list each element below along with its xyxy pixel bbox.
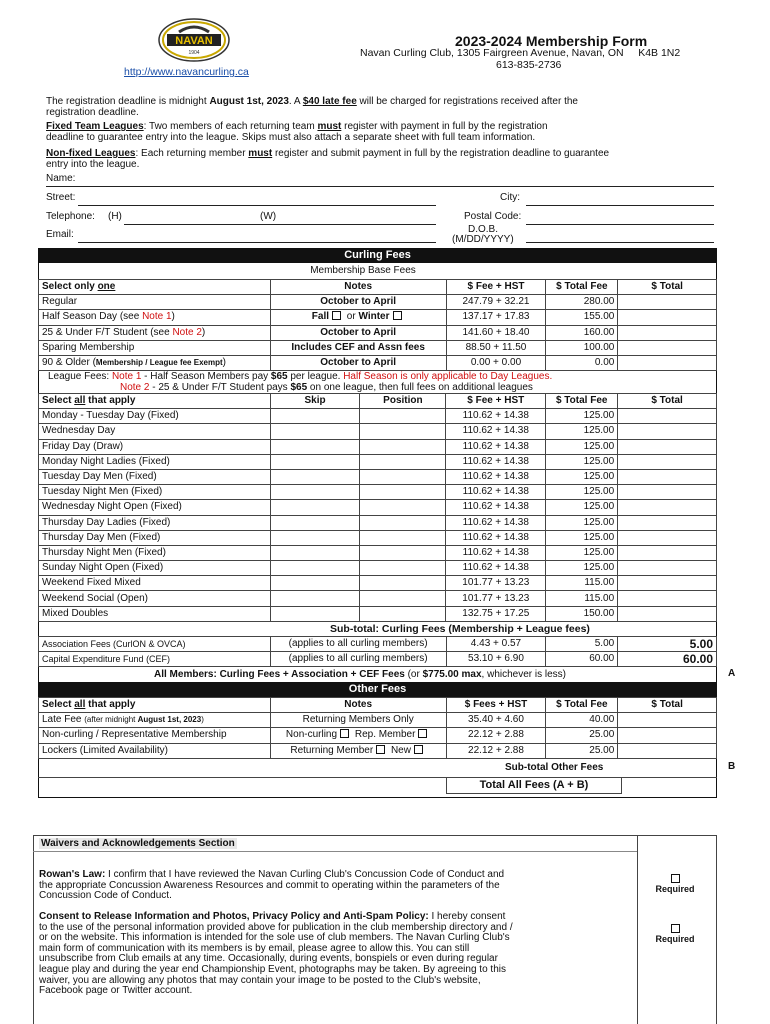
league-name: Weekend Social (Open) [39, 591, 271, 606]
dob-format-label: (M/DD/YYYY) [452, 234, 514, 245]
table-row [39, 698, 717, 713]
fall-checkbox[interactable] [332, 311, 341, 320]
deadline-paragraph: The registration deadline is midnight August 1st, 2023. A $40 late fee will be charged for registrations received after the registration deadline. [46, 96, 578, 118]
league-fee-notes: League Fees: Note 1 - Half Season Members pay $65 per league. Half Season is only applicable to Day Leagues. Note 2 - 25 & Under F/T Student pays $65 on one league, then full fees on additional leagues [48, 371, 553, 393]
league-fee: 110.62 + 14.38 [446, 500, 546, 515]
total-cell[interactable] [618, 485, 717, 500]
skip-cell[interactable] [270, 469, 360, 484]
membership-base-title: Membership Base Fees [310, 265, 416, 276]
lockers-note: Returning Member New [270, 743, 446, 758]
fee-header: $ Fee + HST [446, 394, 546, 409]
street-field[interactable] [78, 205, 436, 206]
membership-name: 25 & Under F/T Student (see Note 2) [39, 325, 271, 340]
postal-field[interactable] [526, 224, 714, 225]
total-cell[interactable] [618, 500, 717, 515]
league-total: 125.00 [546, 545, 618, 560]
form-title: 2023-2024 Membership Form [455, 33, 648, 49]
league-name: Tuesday Night Men (Fixed) [39, 485, 271, 500]
fixed-leagues-paragraph: Fixed Team Leagues: Two members of each returning team must register with payment in full by the registration deadline to guarantee entry into the league. Skips must also attach a separate sheet with full team information. [46, 121, 548, 143]
position-cell[interactable] [360, 424, 446, 439]
waivers-title: Waivers and Acknowledgements Section [41, 838, 235, 849]
total-cell[interactable] [618, 743, 717, 758]
membership-name: Half Season Day (see Note 1) [39, 310, 271, 325]
noncurling-checkbox[interactable] [340, 729, 349, 738]
cef-label: Capital Expenditure Fund (CEF) [39, 652, 271, 667]
league-name: Wednesday Night Open (Fixed) [39, 500, 271, 515]
total-header: $ Total [618, 394, 717, 409]
league-fee: 110.62 + 14.38 [446, 561, 546, 576]
skip-cell[interactable] [270, 606, 360, 621]
total-cell[interactable] [618, 561, 717, 576]
noncurling-total: 25.00 [546, 728, 618, 743]
home-phone-label: (H) [108, 211, 122, 222]
league-name: Sunday Night Open (Fixed) [39, 561, 271, 576]
league-total: 125.00 [546, 469, 618, 484]
table-row[interactable] [39, 743, 717, 758]
returning-member-checkbox[interactable] [376, 745, 385, 754]
association-fees-label: Association Fees (CurlON & OVCA) [39, 637, 271, 652]
membership-total: 0.00 [546, 355, 618, 370]
league-fee: 110.62 + 14.38 [446, 515, 546, 530]
position-cell[interactable] [360, 439, 446, 454]
total-cell[interactable] [618, 295, 717, 310]
table-row[interactable] [39, 454, 717, 469]
total-fee-header: $ Total Fee [546, 394, 618, 409]
association-fee: 4.43 + 0.57 [446, 637, 546, 652]
position-cell[interactable] [360, 576, 446, 591]
table-row [39, 652, 717, 667]
total-cell[interactable] [618, 409, 717, 424]
notes-header: Notes [270, 698, 446, 713]
table-row[interactable] [39, 713, 717, 728]
league-fee: 101.77 + 13.23 [446, 591, 546, 606]
skip-cell[interactable] [270, 485, 360, 500]
total-cell[interactable] [618, 340, 717, 355]
total-cell[interactable] [618, 454, 717, 469]
table-row [39, 637, 717, 652]
rep-member-checkbox[interactable] [418, 729, 427, 738]
skip-cell[interactable] [270, 561, 360, 576]
membership-table [38, 279, 717, 371]
assoc-table [38, 636, 717, 667]
skip-cell[interactable] [270, 545, 360, 560]
table-row[interactable] [39, 485, 717, 500]
position-cell[interactable] [360, 500, 446, 515]
consent-text: Consent to Release Information and Photos, Privacy Policy and Anti-Spam Policy: I hereby consent to the use of the personal information provided above for publication in the club membership directory and / or on the website. This information is intended for the sole use of club members. The Navan Curling Club's main form of communication with its members is by email, please agree to allow this. You can still unsubscribe from Club emails at any time. Occasionally, during events, bonspiels or even during regular league play and during the year end Championship Event, photographs may be taken. By agreeing to this waiver, you are allowing any photos that may contain your image to be posted to the Club's website, Facebook page or Twitter account. [39, 911, 513, 997]
association-grand: 5.00 [618, 637, 717, 652]
membership-name: 90 & Older (Membership / League fee Exempt) [39, 355, 271, 370]
membership-fee: 247.79 + 32.21 [446, 295, 546, 310]
league-total: 150.00 [546, 606, 618, 621]
league-fee: 110.62 + 14.38 [446, 424, 546, 439]
membership-name: Sparing Membership [39, 340, 271, 355]
curling-fees-bar: Curling Fees [38, 248, 717, 263]
table-row[interactable] [39, 576, 717, 591]
club-address: Navan Curling Club, 1305 Fairgreen Avenue, Navan, ON K4B 1N2 [360, 47, 681, 59]
total-cell[interactable] [618, 530, 717, 545]
name-field[interactable] [46, 186, 714, 187]
league-fee: 110.62 + 14.38 [446, 545, 546, 560]
total-cell[interactable] [618, 469, 717, 484]
curling-subtotal-label: Sub-total: Curling Fees (Membership + League fees) [330, 623, 590, 635]
city-field[interactable] [526, 205, 714, 206]
fee-header: $ Fees + HST [446, 698, 546, 713]
table-row[interactable] [39, 561, 717, 576]
position-cell[interactable] [360, 606, 446, 621]
noncurling-label: Non-curling / Representative Membership [39, 728, 271, 743]
table-row[interactable] [39, 439, 717, 454]
notes-header: Notes [270, 280, 446, 295]
league-total: 115.00 [546, 576, 618, 591]
position-cell[interactable] [360, 409, 446, 424]
total-b-marker: B [728, 761, 736, 772]
club-logo [157, 18, 231, 62]
total-all-fees-label: Total All Fees (A + B) [446, 777, 622, 794]
league-fee: 110.62 + 14.38 [446, 469, 546, 484]
membership-total: 100.00 [546, 340, 618, 355]
league-fee: 110.62 + 14.38 [446, 454, 546, 469]
svg-text:1904: 1904 [188, 50, 200, 56]
select-one-header: Select only one [39, 280, 271, 295]
work-phone-label: (W) [260, 211, 277, 222]
postal-label: Postal Code: [464, 211, 522, 222]
league-name: Mixed Doubles [39, 606, 271, 621]
dob-field[interactable] [526, 242, 714, 243]
total-cell[interactable] [618, 576, 717, 591]
select-all-header: Select all that apply [39, 394, 271, 409]
league-name: Wednesday Day [39, 424, 271, 439]
total-a-marker: A [728, 668, 736, 679]
divider [637, 835, 638, 1024]
cef-total: 60.00 [546, 652, 618, 667]
lockers-label: Lockers (Limited Availability) [39, 743, 271, 758]
winter-checkbox[interactable] [393, 311, 402, 320]
total-cell[interactable] [618, 728, 717, 743]
skip-header: Skip [270, 394, 360, 409]
membership-total: 155.00 [546, 310, 618, 325]
noncurling-note: Non-curling Rep. Member [270, 728, 446, 743]
dob-label: D.O.B. [468, 224, 499, 235]
membership-note: October to April [270, 325, 446, 340]
league-fee: 110.62 + 14.38 [446, 485, 546, 500]
other-fees-bar: Other Fees [38, 682, 717, 697]
divider [33, 851, 637, 852]
table-row [39, 280, 717, 295]
league-name: Thursday Night Men (Fixed) [39, 545, 271, 560]
total-cell[interactable] [618, 515, 717, 530]
club-website-link[interactable]: http://www.navancurling.ca [124, 66, 249, 78]
nonfixed-leagues-paragraph: Non-fixed Leagues: Each returning member must register and submit payment in full by the registration deadline to guarantee entry into the league. [46, 148, 610, 170]
total-fee-header: $ Total Fee [546, 280, 618, 295]
league-name: Monday Night Ladies (Fixed) [39, 454, 271, 469]
table-row[interactable] [39, 469, 717, 484]
association-total: 5.00 [546, 637, 618, 652]
table-row[interactable] [39, 728, 717, 743]
skip-cell[interactable] [270, 454, 360, 469]
league-fee: 110.62 + 14.38 [446, 409, 546, 424]
membership-fee: 141.60 + 18.40 [446, 325, 546, 340]
rowans-law-text: Rowan's Law: I confirm that I have reviewed the Navan Curling Club's Concussion Code of Conduct and the appropriate Concussion Awareness Resources and commit to operating within the parameters of the Concussion Code of Conduct. [39, 869, 505, 902]
membership-note: October to April [270, 355, 446, 370]
league-fee: 110.62 + 14.38 [446, 530, 546, 545]
membership-name: Regular [39, 295, 271, 310]
cef-fee: 53.10 + 6.90 [446, 652, 546, 667]
league-name: Friday Day (Draw) [39, 439, 271, 454]
position-cell[interactable] [360, 515, 446, 530]
league-name: Monday - Tuesday Day (Fixed) [39, 409, 271, 424]
noncurling-fee: 22.12 + 2.88 [446, 728, 546, 743]
league-name: Weekend Fixed Mixed [39, 576, 271, 591]
fee-header: $ Fee + HST [446, 280, 546, 295]
table-row[interactable] [39, 310, 717, 325]
league-total: 125.00 [546, 530, 618, 545]
league-fee: 101.77 + 13.23 [446, 576, 546, 591]
position-cell[interactable] [360, 454, 446, 469]
skip-cell[interactable] [270, 515, 360, 530]
table-row[interactable] [39, 424, 717, 439]
email-field[interactable] [78, 242, 436, 243]
total-cell[interactable] [618, 325, 717, 340]
club-phone: 613-835-2736 [496, 59, 562, 71]
table-row [39, 394, 717, 409]
total-cell[interactable] [618, 713, 717, 728]
membership-note: October to April [270, 295, 446, 310]
late-fee-label: Late Fee (after midnight August 1st, 2023) [39, 713, 271, 728]
skip-cell[interactable] [270, 424, 360, 439]
membership-fee: 88.50 + 11.50 [446, 340, 546, 355]
league-total: 125.00 [546, 515, 618, 530]
rowans-law-checkbox[interactable] [671, 874, 680, 883]
membership-fee: 137.17 + 17.83 [446, 310, 546, 325]
position-cell[interactable] [360, 485, 446, 500]
total-cell[interactable] [618, 606, 717, 621]
league-total: 125.00 [546, 409, 618, 424]
email-label: Email: [46, 229, 74, 240]
table-row[interactable] [39, 409, 717, 424]
street-label: Street: [46, 192, 76, 203]
league-fee: 110.62 + 14.38 [446, 439, 546, 454]
cef-note: (applies to all curling members) [270, 652, 446, 667]
league-total: 115.00 [546, 591, 618, 606]
total-cell[interactable] [618, 424, 717, 439]
skip-cell[interactable] [270, 530, 360, 545]
total-fee-header: $ Total Fee [546, 698, 618, 713]
total-header: $ Total [618, 698, 717, 713]
league-total: 125.00 [546, 500, 618, 515]
league-name: Tuesday Day Men (Fixed) [39, 469, 271, 484]
league-name: Thursday Day Ladies (Fixed) [39, 515, 271, 530]
skip-cell[interactable] [270, 409, 360, 424]
total-cell[interactable] [618, 310, 717, 325]
total-cell[interactable] [618, 355, 717, 370]
svg-text:NAVAN: NAVAN [175, 35, 213, 47]
rowans-law-required[interactable]: Required [652, 874, 698, 894]
table-row[interactable] [39, 530, 717, 545]
league-total: 125.00 [546, 561, 618, 576]
table-row[interactable] [39, 295, 717, 310]
all-members-label: All Members: Curling Fees + Association + CEF Fees (or $775.00 max, whichever is less) [154, 669, 567, 680]
name-label: Name: [46, 173, 76, 184]
late-fee-total: 40.00 [546, 713, 618, 728]
position-cell[interactable] [360, 469, 446, 484]
table-row[interactable] [39, 355, 717, 370]
other-subtotal-label: Sub-total Other Fees [505, 762, 604, 773]
table-row[interactable] [39, 591, 717, 606]
total-cell[interactable] [618, 545, 717, 560]
skip-cell[interactable] [270, 500, 360, 515]
league-table [38, 393, 717, 622]
membership-total: 160.00 [546, 325, 618, 340]
position-cell[interactable] [360, 561, 446, 576]
position-cell[interactable] [360, 545, 446, 560]
membership-note: Includes CEF and Assn fees [270, 340, 446, 355]
telephone-label: Telephone: [46, 211, 95, 222]
league-total: 125.00 [546, 485, 618, 500]
new-member-checkbox[interactable] [414, 745, 423, 754]
league-total: 125.00 [546, 439, 618, 454]
skip-cell[interactable] [270, 591, 360, 606]
table-row[interactable] [39, 340, 717, 355]
membership-fee: 0.00 + 0.00 [446, 355, 546, 370]
league-total: 125.00 [546, 454, 618, 469]
membership-total: 280.00 [546, 295, 618, 310]
table-row[interactable] [39, 545, 717, 560]
other-fees-table [38, 697, 717, 759]
membership-note: Fall or Winter [270, 310, 446, 325]
league-fee: 132.75 + 17.25 [446, 606, 546, 621]
position-header: Position [360, 394, 446, 409]
city-label: City: [500, 192, 520, 203]
position-cell[interactable] [360, 591, 446, 606]
consent-required[interactable]: Required [652, 924, 698, 944]
late-fee-note: Returning Members Only [270, 713, 446, 728]
association-note: (applies to all curling members) [270, 637, 446, 652]
skip-cell[interactable] [270, 576, 360, 591]
total-header: $ Total [618, 280, 717, 295]
lockers-fee: 22.12 + 2.88 [446, 743, 546, 758]
skip-cell[interactable] [270, 439, 360, 454]
cef-grand: 60.00 [618, 652, 717, 667]
lockers-total: 25.00 [546, 743, 618, 758]
total-cell[interactable] [618, 591, 717, 606]
table-row[interactable] [39, 325, 717, 340]
position-cell[interactable] [360, 530, 446, 545]
league-total: 125.00 [546, 424, 618, 439]
table-row[interactable] [39, 500, 717, 515]
total-cell[interactable] [618, 439, 717, 454]
table-row[interactable] [39, 606, 717, 621]
select-all-header: Select all that apply [39, 698, 271, 713]
telephone-field[interactable] [124, 224, 436, 225]
consent-checkbox[interactable] [671, 924, 680, 933]
late-fee-fee: 35.40 + 4.60 [446, 713, 546, 728]
table-row[interactable] [39, 515, 717, 530]
league-name: Thursday Day Men (Fixed) [39, 530, 271, 545]
